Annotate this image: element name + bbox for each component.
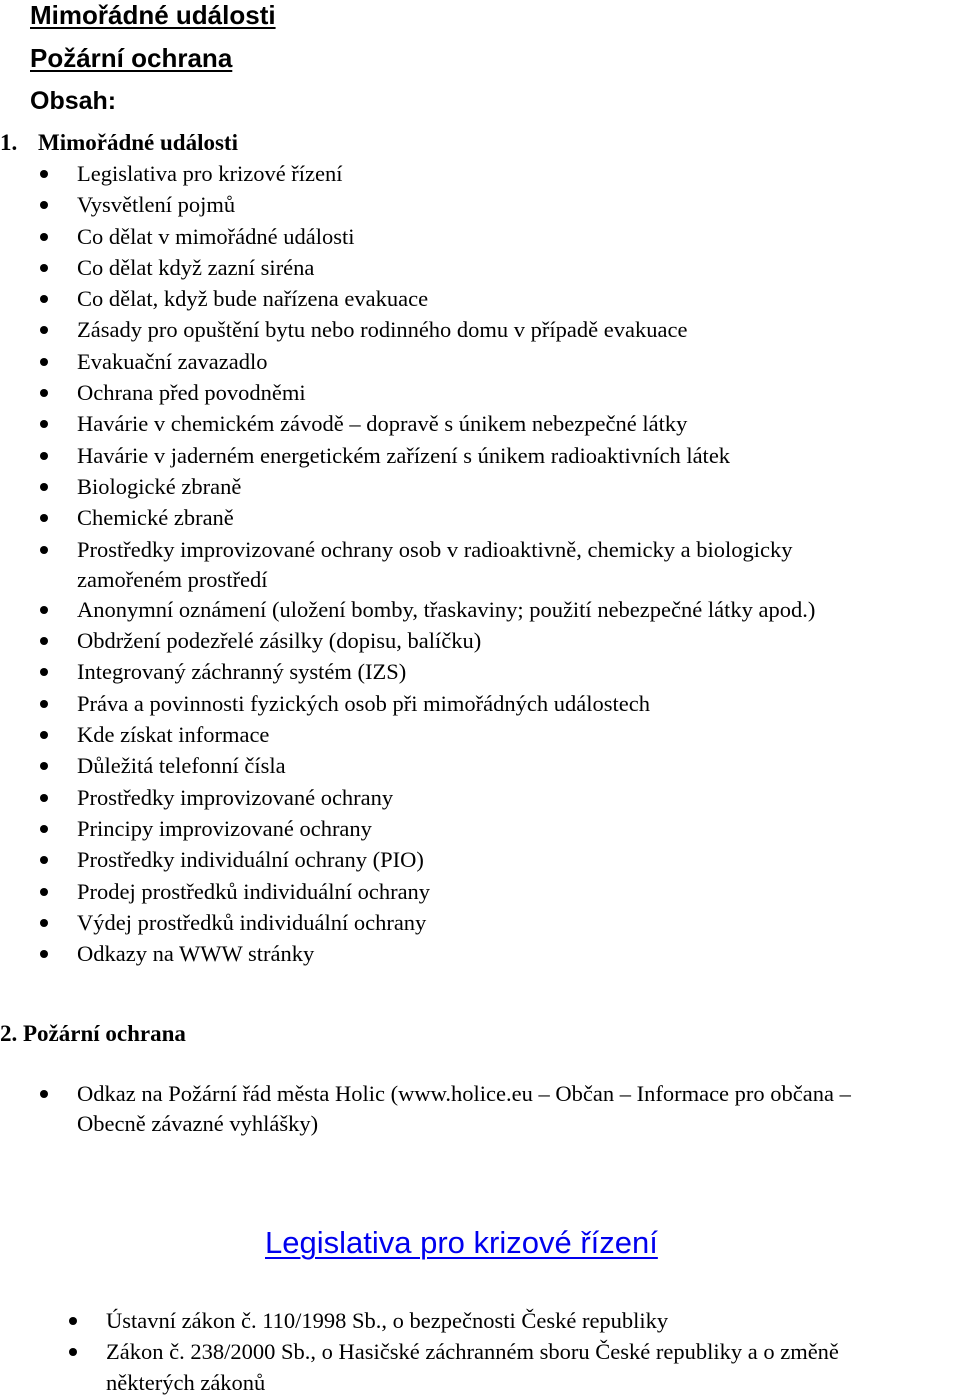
list-item (0, 221, 960, 252)
list-item-text: Ústavní zákon č. 110/1998 Sb., o bezpečnosti České republiky (106, 1308, 669, 1333)
bullet-icon (40, 825, 48, 833)
list-item-continuation: Obecně závazné vyhlášky) (77, 1111, 319, 1137)
bullet-icon (40, 700, 48, 708)
list-item (0, 938, 960, 969)
legislativa-heading-link[interactable]: Legislativa pro krizové řízení (265, 1225, 658, 1260)
list-item (0, 782, 960, 813)
list-item (0, 314, 960, 345)
list-item-text: Důležitá telefonní čísla (77, 753, 286, 779)
list-item-text: Prostředky improvizované ochrany osob v radioaktivně, chemicky a biologicky (77, 536, 793, 562)
bullet-icon (40, 295, 48, 303)
bullet-icon (40, 483, 48, 491)
list-item-text: Legislativa pro krizové řízení (77, 161, 343, 186)
list-item-text: Havárie v chemickém závodě – dopravě s únikem nebezpečné látky (77, 411, 688, 437)
list-item-text: Práva a povinnosti fyzických osob při mimořádných událostech (77, 690, 650, 716)
list-item (0, 1305, 960, 1336)
list-item-text: Výdej prostředků individuální ochrany (77, 909, 427, 935)
list-item-text: Prodej prostředků individuální ochrany (77, 878, 431, 904)
bullet-icon (40, 950, 48, 958)
list-item-continuation: některých zákonů (106, 1369, 266, 1395)
bullet-icon (40, 606, 48, 614)
link-mimoradne-udalosti[interactable]: Mimořádné události (30, 0, 276, 30)
bullet-icon (40, 546, 48, 554)
list-item-text: Integrovaný záchranný systém (IZS) (77, 659, 407, 685)
list-item (0, 440, 960, 471)
list-item-text: Vysvětlení pojmů (77, 192, 236, 218)
bullet-icon (40, 856, 48, 864)
list-item (0, 158, 960, 189)
section-2-title: 2. Požární ochrana (0, 1021, 186, 1046)
list-item (0, 594, 960, 625)
bullet-icon (40, 1090, 48, 1098)
bullet-icon (69, 1317, 77, 1325)
list-item-text: Zákon č. 238/2000 Sb., o Hasičské záchranném sboru České republiky a o změně (106, 1339, 839, 1365)
list-item-text: Kde získat informace (77, 722, 270, 748)
list-item (0, 813, 960, 844)
list-item-text: Odkaz na Požární řád města Holic (www.holice.eu – Občan – Informace pro občana – (77, 1081, 851, 1106)
list-item (0, 189, 960, 220)
list-item-text: Co dělat, když bude nařízena evakuace (77, 286, 429, 312)
list-item (0, 346, 960, 377)
list-item (0, 502, 960, 533)
section-1-title (0, 131, 238, 154)
bullet-icon (40, 637, 48, 645)
list-item-text: Principy improvizované ochrany (77, 815, 372, 841)
list-item-text: Chemické zbraně (77, 505, 234, 531)
list-item-text: Obdržení podezřelé zásilky (dopisu, balíčku) (77, 628, 482, 654)
list-item-text: Prostředky individuální ochrany (PIO) (77, 847, 424, 873)
fire-protection-list (0, 1078, 960, 1138)
list-item (0, 408, 960, 439)
list-item-text: Anonymní oznámení (uložení bomby, třaskaviny; použití nebezpečné látky apod.) (77, 596, 816, 622)
list-item-continuation: zamořeném prostředí (77, 566, 268, 592)
bullet-icon (40, 762, 48, 770)
list-item (0, 719, 960, 750)
list-item (0, 534, 960, 594)
list-item-text: Prostředky improvizované ochrany (77, 784, 394, 810)
list-item-text: Evakuační zavazadlo (77, 348, 268, 374)
bullet-icon (40, 264, 48, 272)
list-item (0, 377, 960, 408)
legislation-list (0, 1305, 960, 1395)
bullet-icon (40, 420, 48, 428)
list-item (0, 471, 960, 502)
list-item-text: Zásady pro opuštění bytu nebo rodinného domu v případě evakuace (77, 317, 688, 343)
bullet-icon (40, 201, 48, 209)
bullet-icon (40, 514, 48, 522)
list-item-text: Co dělat v mimořádné události (77, 223, 355, 249)
link-pozarni-ochrana[interactable]: Požární ochrana (30, 43, 233, 73)
list-item (0, 1078, 960, 1138)
list-item (0, 1336, 960, 1395)
bullet-icon (40, 452, 48, 460)
list-item (0, 907, 960, 938)
list-item (0, 876, 960, 907)
bullet-icon (40, 731, 48, 739)
list-item-text: Ochrana před povodněmi (77, 380, 306, 406)
list-item (0, 252, 960, 283)
bullet-icon (40, 170, 48, 178)
list-item (0, 625, 960, 656)
list-item-text: Havárie v jaderném energetickém zařízení s únikem radioaktivních látek (77, 442, 731, 468)
bullet-icon (40, 326, 48, 334)
bullet-icon (40, 233, 48, 241)
list-item (0, 656, 960, 687)
bullet-icon (40, 888, 48, 896)
list-item (0, 750, 960, 781)
list-item-text: Co dělat když zazní siréna (77, 254, 315, 280)
list-item (0, 844, 960, 875)
bullet-icon (40, 668, 48, 676)
list-item-text: Biologické zbraně (77, 473, 242, 499)
contents-heading: Obsah: (30, 87, 117, 115)
bullet-icon (40, 794, 48, 802)
list-item-text: Odkazy na WWW stránky (77, 941, 315, 967)
section-1-number: 1. (0, 130, 18, 155)
list-item (0, 283, 960, 314)
bullet-icon (69, 1348, 77, 1356)
bullet-icon (40, 919, 48, 927)
list-item (0, 688, 960, 719)
section-1-title-text: Mimořádné události (38, 130, 238, 155)
contents-list (0, 158, 960, 969)
bullet-icon (40, 389, 48, 397)
bullet-icon (40, 358, 48, 366)
